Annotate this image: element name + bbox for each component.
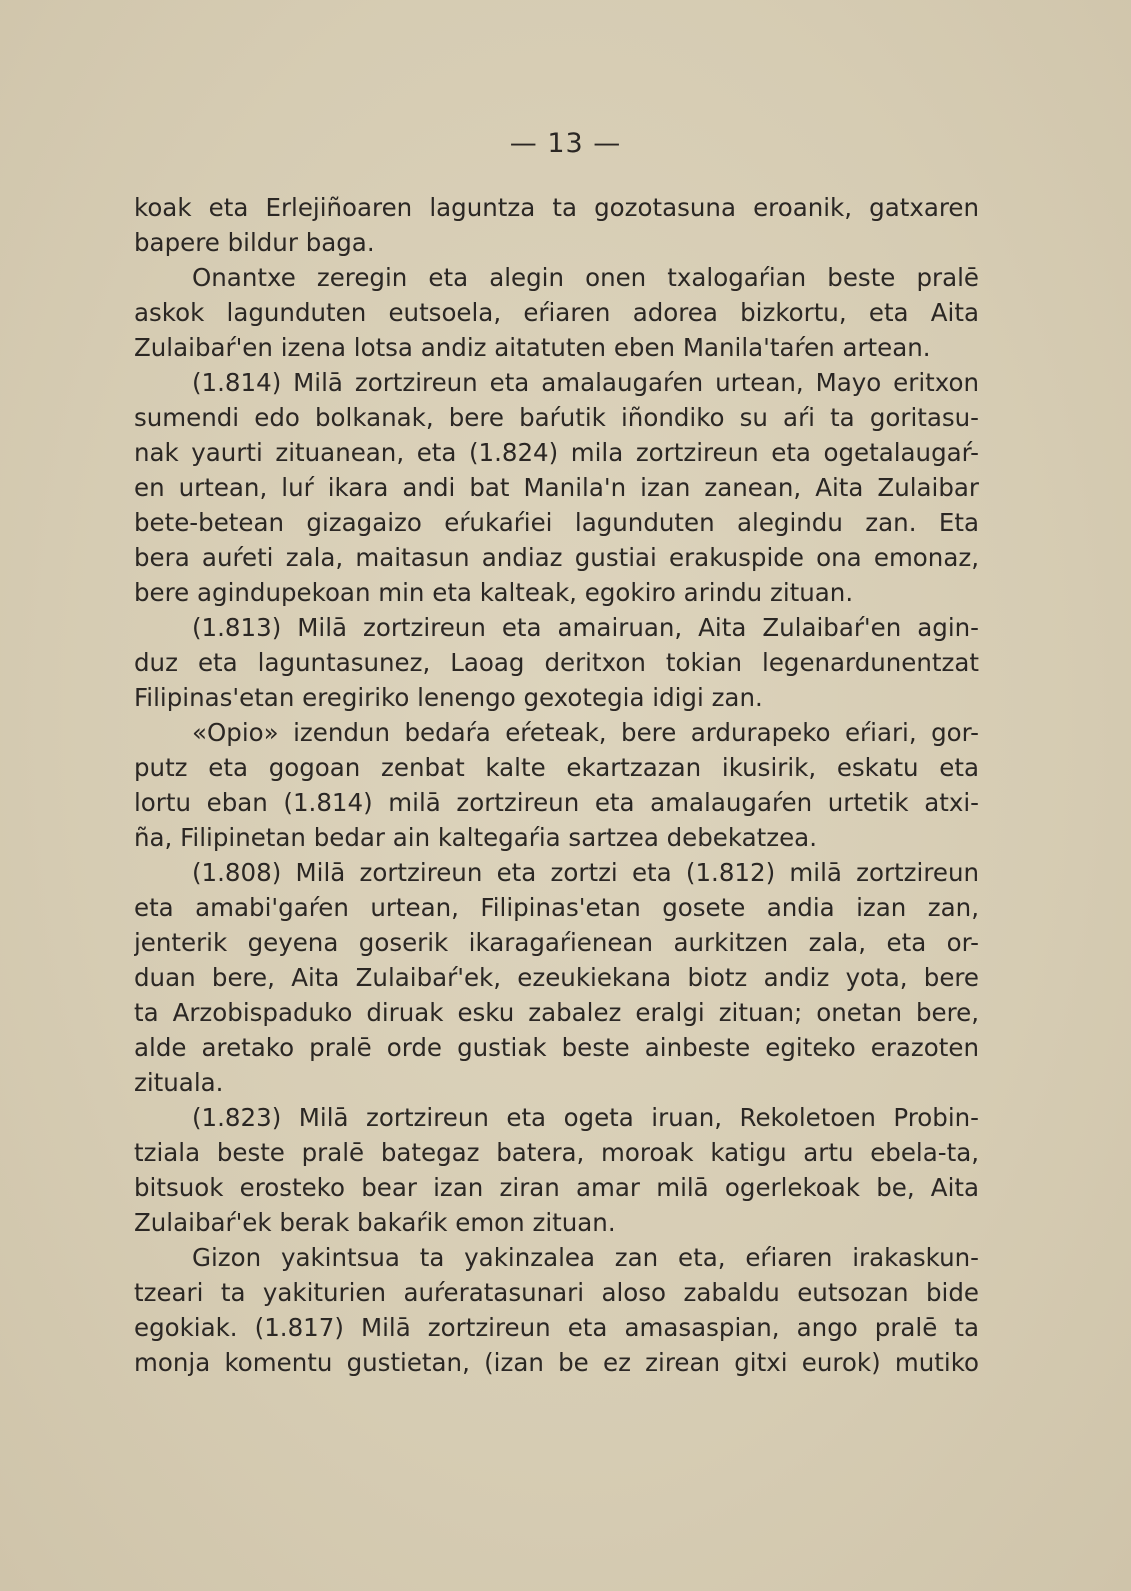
text-line: jenterik geyena goserik ikaragaŕienean aurkitzen zala, eta or- [134, 928, 979, 957]
text-line: Gizon yakintsua ta yakinzalea zan eta, eŕiaren irakaskun- [192, 1243, 979, 1272]
text-line: ta Arzobispaduko diruak esku zabalez eralgi zituan; onetan bere, [134, 998, 979, 1027]
text-line: nak yaurti zituanean, eta (1.824) mila zortzireun eta ogetalaugaŕ- [134, 438, 979, 467]
text-line: «Opio» izendun bedaŕa eŕeteak, bere ardurapeko eŕiari, gor- [192, 718, 979, 747]
text-line: koak eta Erlejiñoaren laguntza ta gozotasuna eroanik, gatxaren [134, 193, 979, 222]
text-line: duan bere, Aita Zulaibaŕ'ek, ezeukiekana biotz andiz yota, bere [134, 963, 979, 992]
text-line: ña, Filipinetan bedar ain kaltegaŕia sartzea debekatzea. [134, 823, 817, 852]
text-line: lortu eban (1.814) milā zortzireun eta amalaugaŕen urtetik atxi- [134, 788, 979, 817]
text-line: monja komentu gustietan, (izan be ez zirean gitxi eurok) mutiko [134, 1348, 979, 1377]
text-line: bete-betean gizagaizo eŕukaŕiei lagunduten alegindu zan. Eta [134, 508, 979, 537]
text-line: alde aretako pralē orde gustiak beste ainbeste egiteko erazoten [134, 1033, 979, 1062]
text-line: (1.823) Milā zortzireun eta ogeta iruan, Rekoletoen Probin- [192, 1103, 979, 1132]
text-line: Zulaibaŕ'en izena lotsa andiz aitatuten eben Manila'taŕen artean. [134, 333, 931, 362]
text-line: duz eta laguntasunez, Laoag deritxon tokian legenardunentzat [134, 648, 979, 677]
page-number: — 13 — [509, 128, 622, 159]
text-line: bapere bildur baga. [134, 228, 375, 257]
text-line: putz eta gogoan zenbat kalte ekartzazan ikusirik, eskatu eta [134, 753, 979, 782]
text-line: bitsuok erosteko bear izan ziran amar milā ogerlekoak be, Aita [134, 1173, 979, 1202]
text-line: (1.813) Milā zortzireun eta amairuan, Aita Zulaibaŕ'en agin- [192, 613, 979, 642]
text-line: (1.814) Milā zortzireun eta amalaugaŕen urtean, Mayo eritxon [192, 368, 979, 397]
text-line: sumendi edo bolkanak, bere baŕutik iñondiko su aŕi ta goritasu- [134, 403, 979, 432]
text-line: bere agindupekoan min eta kalteak, egokiro arindu zituan. [134, 578, 854, 607]
text-line: Zulaibaŕ'ek berak bakaŕik emon zituan. [134, 1208, 616, 1237]
text-line: tziala beste pralē bategaz batera, moroak katigu artu ebela-ta, [134, 1138, 979, 1167]
text-line: tzeari ta yakiturien auŕeratasunari aloso zabaldu eutsozan bide [134, 1278, 979, 1307]
text-line: egokiak. (1.817) Milā zortzireun eta amasaspian, ango pralē ta [134, 1313, 979, 1342]
text-line: (1.808) Milā zortzireun eta zortzi eta (1.812) milā zortzireun [192, 858, 979, 887]
text-line: askok lagunduten eutsoela, eŕiaren adorea bizkortu, eta Aita [134, 298, 979, 327]
text-line: en urtean, luŕ ikara andi bat Manila'n izan zanean, Aita Zulaibar [134, 473, 979, 502]
text-line: eta amabi'gaŕen urtean, Filipinas'etan gosete andia izan zan, [134, 893, 979, 922]
body-text [134, 190, 979, 1380]
text-line: zituala. [134, 1068, 224, 1097]
text-line: Filipinas'etan eregiriko lenengo gexotegia idigi zan. [134, 683, 763, 712]
text-line: bera auŕeti zala, maitasun andiaz gustiai erakuspide ona emonaz, [134, 543, 979, 572]
text-line: Onantxe zeregin eta alegin onen txalogaŕian beste pralē [192, 263, 979, 292]
